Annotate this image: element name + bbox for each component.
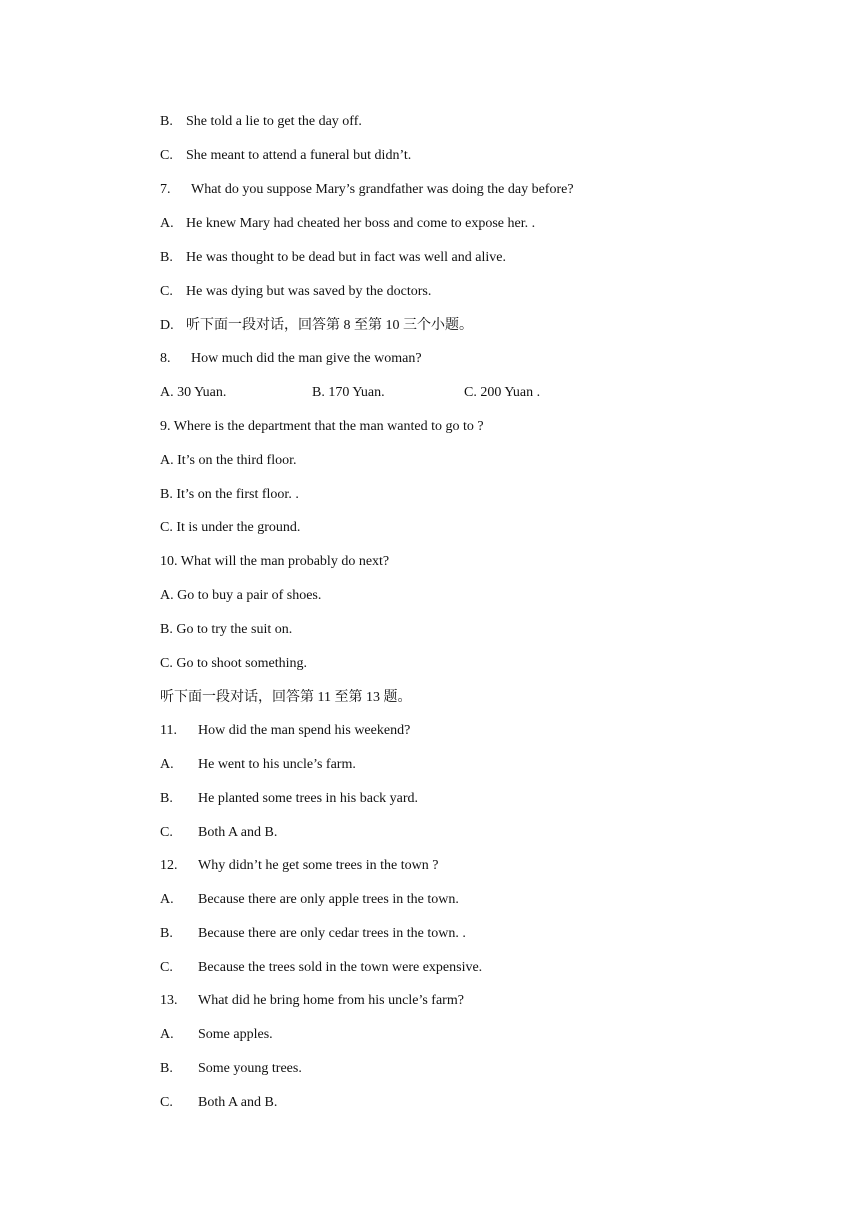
- option-label: D.: [160, 318, 174, 333]
- option-text: Both A and B.: [198, 1095, 278, 1110]
- question-text: What did he bring home from his uncle’s farm?: [198, 993, 464, 1008]
- option-text: C. Go to shoot something.: [160, 656, 308, 671]
- option-label: C.: [160, 960, 173, 975]
- option-label: A.: [160, 892, 174, 907]
- q11-option-c: [160, 824, 277, 842]
- option-label: C.: [160, 1095, 173, 1110]
- question-13: [160, 992, 464, 1010]
- question-text: Why didn’t he get some trees in the town ?: [198, 858, 439, 873]
- option-label: C.: [160, 148, 173, 163]
- q8-option-a: A. 30 Yuan.: [160, 385, 227, 400]
- option-text: He went to his uncle’s farm.: [198, 757, 356, 772]
- q12-option-b: [160, 925, 466, 943]
- option-text: C. It is under the ground.: [160, 520, 301, 535]
- question-10: [160, 553, 389, 571]
- section-instruction-11-13: [160, 689, 411, 707]
- option-label: A.: [160, 216, 174, 231]
- option-label: B.: [160, 791, 173, 806]
- question-number: 12.: [160, 858, 178, 873]
- question-7: [160, 181, 574, 199]
- q9-option-c: [160, 519, 300, 537]
- q10-option-c: [160, 655, 307, 673]
- option-text: She meant to attend a funeral but didn’t.: [186, 148, 412, 163]
- option-label: B.: [160, 926, 173, 941]
- option-label: B.: [160, 1061, 173, 1076]
- instruction-text: 听下面一段对话，回答第 8 至第 10 三个小题。: [186, 318, 473, 333]
- question-8: [160, 350, 422, 368]
- q11-option-b: [160, 790, 418, 808]
- q6-option-c: [160, 147, 411, 165]
- q13-option-b: [160, 1060, 302, 1078]
- q8-option-b: B. 170 Yuan.: [312, 385, 385, 400]
- question-text: What do you suppose Mary’s grandfather was doing the day before?: [191, 182, 574, 197]
- instruction-text: 听下面一段对话，回答第 11 至第 13 题。: [160, 690, 412, 705]
- option-text: He was dying but was saved by the doctors.: [186, 284, 432, 299]
- question-text: 9. Where is the department that the man wanted to go to ?: [160, 419, 484, 434]
- q9-option-a: [160, 452, 297, 470]
- option-label: B.: [160, 114, 173, 129]
- option-text: He knew Mary had cheated her boss and come to expose her. .: [186, 216, 536, 231]
- question-12: [160, 857, 438, 875]
- question-11: [160, 722, 410, 740]
- option-text: A. Go to buy a pair of shoes.: [160, 588, 322, 603]
- option-text: Because there are only apple trees in the town.: [198, 892, 459, 907]
- option-label: B.: [160, 250, 173, 265]
- option-text: He planted some trees in his back yard.: [198, 791, 419, 806]
- q7-option-c: [160, 283, 431, 301]
- option-text: She told a lie to get the day off.: [186, 114, 362, 129]
- option-text: Both A and B.: [198, 825, 278, 840]
- question-number: 7.: [160, 182, 171, 197]
- q10-option-b: [160, 621, 292, 639]
- option-text: Because the trees sold in the town were expensive.: [198, 960, 483, 975]
- option-text: A. It’s on the third floor.: [160, 453, 297, 468]
- q8-options: [160, 384, 580, 402]
- option-label: C.: [160, 825, 173, 840]
- q10-option-a: [160, 587, 321, 605]
- option-text: He was thought to be dead but in fact was well and alive.: [186, 250, 506, 265]
- question-number: 13.: [160, 993, 178, 1008]
- q12-option-a: [160, 891, 459, 909]
- option-text: B. Go to try the suit on.: [160, 622, 293, 637]
- option-label: A.: [160, 1027, 174, 1042]
- option-text: Some young trees.: [198, 1061, 302, 1076]
- question-text: How did the man spend his weekend?: [198, 723, 411, 738]
- question-number: 11.: [160, 723, 177, 738]
- q13-option-a: [160, 1026, 273, 1044]
- question-9: [160, 418, 484, 436]
- option-text: B. It’s on the first floor. .: [160, 487, 299, 502]
- question-text: 10. What will the man probably do next?: [160, 554, 390, 569]
- q13-option-c: [160, 1094, 277, 1112]
- q9-option-b: [160, 486, 299, 504]
- q12-option-c: [160, 959, 482, 977]
- question-number: 8.: [160, 351, 171, 366]
- option-text: Some apples.: [198, 1027, 273, 1042]
- q7-option-b: [160, 249, 506, 267]
- q7-option-a: [160, 215, 535, 233]
- option-text: Because there are only cedar trees in the town. .: [198, 926, 466, 941]
- option-label: C.: [160, 284, 173, 299]
- q8-option-c: C. 200 Yuan .: [464, 385, 541, 400]
- q6-option-b: [160, 113, 362, 131]
- q11-option-a: [160, 756, 356, 774]
- option-label: A.: [160, 757, 174, 772]
- section-instruction-8-10: [160, 317, 473, 335]
- question-text: How much did the man give the woman?: [191, 351, 422, 366]
